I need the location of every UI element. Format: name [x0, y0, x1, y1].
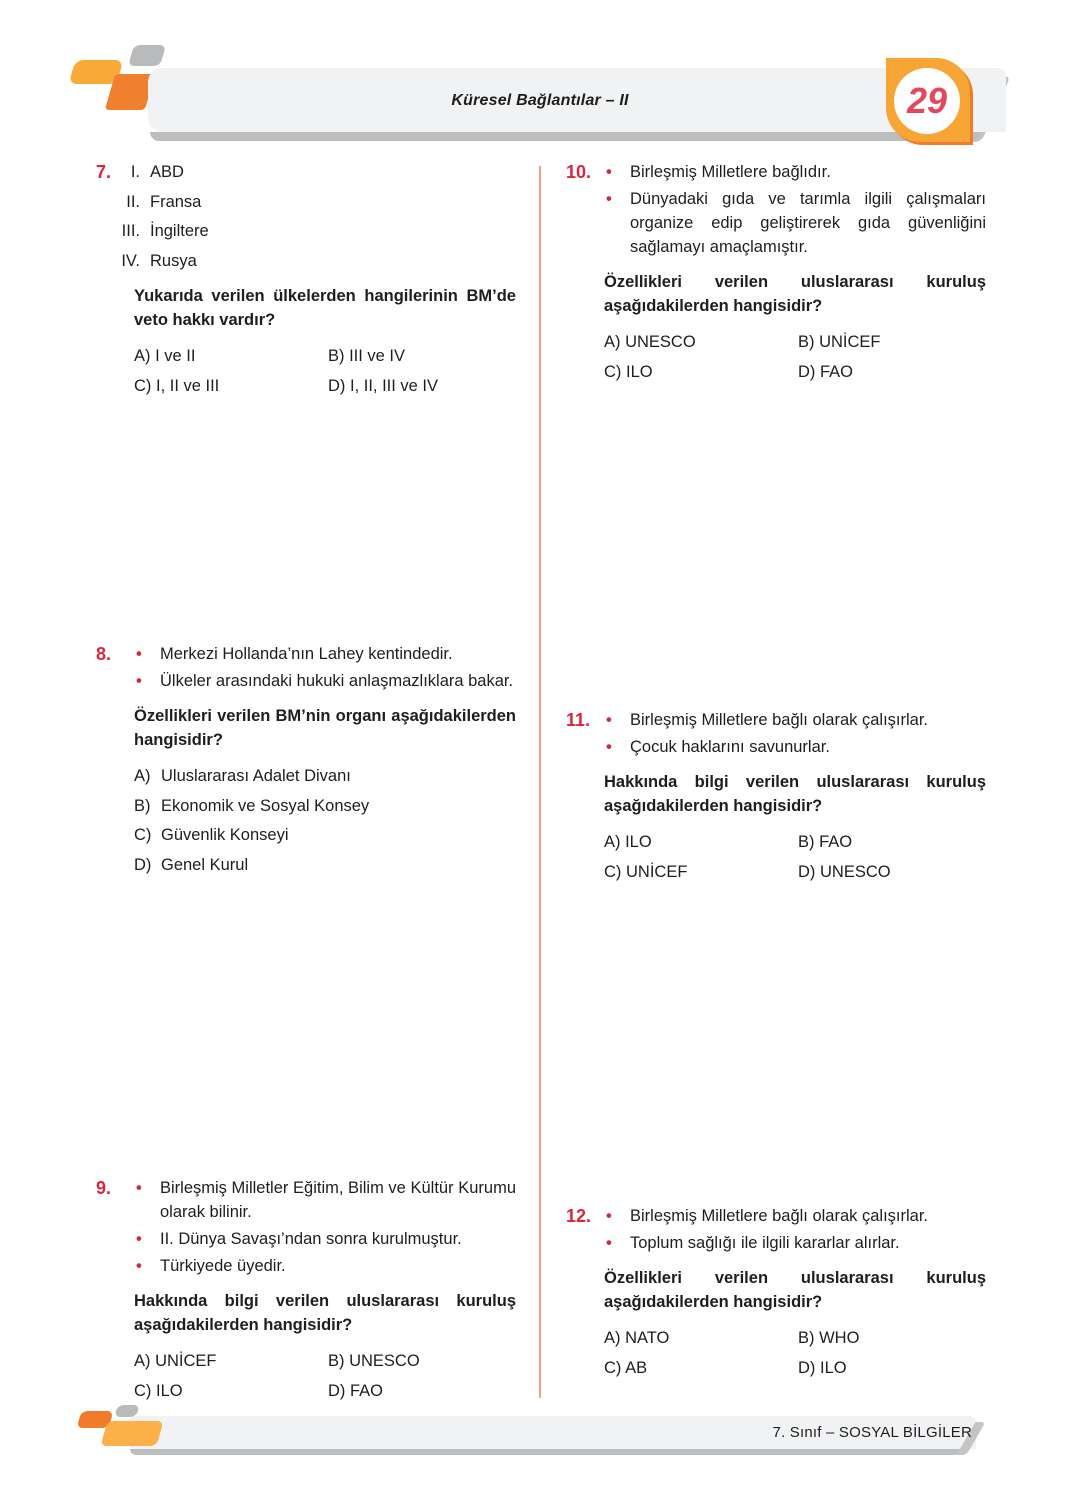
bullet-list [604, 708, 986, 759]
option-d[interactable]: D) FAO [798, 363, 854, 381]
bullet-item: • Türkiyede üyedir. [134, 1254, 516, 1278]
option-b[interactable]: B) FAO [798, 833, 853, 851]
page-number: 29 [894, 68, 960, 134]
roman-item-text: Rusya [150, 251, 197, 270]
bullet-item: • Birleşmiş Milletlere bağlı olarak çalışırlar. [604, 708, 986, 732]
roman-item [110, 219, 516, 249]
roman-numeral: IV. [121, 251, 140, 270]
option-a[interactable]: A) NATO [604, 1329, 670, 1347]
option-text: Ekonomik ve Sosyal Konsey [161, 796, 370, 815]
answer-options [604, 330, 986, 384]
option-d[interactable]: D) FAO [328, 1382, 384, 1400]
question-number: 7. [96, 162, 112, 182]
roman-item [110, 190, 516, 220]
option-d[interactable]: D) ILO [798, 1359, 847, 1377]
question-number: 8. [96, 644, 112, 664]
option-b[interactable]: B) WHO [798, 1329, 860, 1347]
option-text: Genel Kurul [161, 855, 249, 874]
logo-tile-gray-icon [128, 45, 166, 66]
question-number: 12. [566, 1206, 592, 1226]
column-divider [539, 166, 541, 1398]
question-number: 11. [566, 710, 591, 730]
bullet-item: • Birleşmiş Milletlere bağlıdır. [604, 160, 986, 184]
roman-item-text: Fransa [150, 192, 202, 211]
question-10 [566, 160, 986, 384]
bullet-item: • Merkezi Hollanda’nın Lahey kentindedir. [134, 642, 516, 666]
option-c[interactable] [134, 823, 516, 853]
option-letter: C) [134, 826, 152, 844]
answer-options [604, 830, 986, 884]
answer-options [604, 1326, 986, 1380]
roman-item [110, 160, 516, 190]
question-stem: Yukarıda verilen ülkelerden hangilerinin BM’de veto hakkı vardır? [134, 287, 516, 329]
footer-shadow [130, 1449, 960, 1455]
option-b[interactable]: B) UNESCO [328, 1352, 420, 1370]
question-11 [566, 708, 986, 884]
question-stem: Özellikleri verilen BM’nin organı aşağıdakilerden hangisidir? [134, 707, 516, 749]
question-stem: Hakkında bilgi verilen uluslararası kuruluş aşağıdakilerden hangisidir? [604, 773, 986, 815]
roman-numeral: II. [126, 192, 140, 211]
option-a[interactable]: A) I ve II [134, 347, 196, 365]
option-letter: D) [134, 855, 152, 874]
bullet-item: • Toplum sağlığı ile ilgili kararlar alırlar. [604, 1231, 986, 1255]
option-c[interactable]: C) AB [604, 1359, 648, 1377]
question-stem: Özellikleri verilen uluslararası kuruluş aşağıdakilerden hangisidir? [604, 273, 986, 315]
option-letter: B) [134, 796, 151, 815]
option-a[interactable]: A) UNİCEF [134, 1352, 217, 1370]
answer-options [134, 344, 516, 398]
question-7 [96, 160, 516, 398]
option-a[interactable] [134, 764, 516, 794]
option-b[interactable] [134, 794, 516, 824]
option-c[interactable]: C) I, II ve III [134, 377, 220, 395]
question-stem: Hakkında bilgi verilen uluslararası kuruluş aşağıdakilerden hangisidir? [134, 1292, 516, 1334]
question-stem: Özellikleri verilen uluslararası kuruluş aşağıdakilerden hangisidir? [604, 1269, 986, 1311]
roman-item-text: İngiltere [150, 222, 209, 240]
option-c[interactable]: C) ILO [134, 1382, 183, 1400]
option-a[interactable]: A) ILO [604, 833, 652, 851]
roman-numeral: III. [121, 222, 140, 240]
footer-text: 7. Sınıf – SOSYAL BİLGİLER [772, 1424, 972, 1441]
question-number: 10. [566, 162, 592, 182]
option-d[interactable]: D) I, II, III ve IV [328, 377, 439, 395]
option-text: Uluslararası Adalet Divanı [161, 767, 351, 785]
option-b[interactable]: B) UNİCEF [798, 333, 881, 351]
option-a[interactable]: A) UNESCO [604, 333, 696, 351]
bullet-item: • Birleşmiş Milletlere bağlı olarak çalışırlar. [604, 1204, 986, 1228]
bullet-list [134, 642, 516, 693]
roman-numeral: I. [130, 163, 140, 181]
bullet-list [604, 1204, 986, 1255]
bullet-item: • Ülkeler arasındaki hukuki anlaşmazlıklara bakar. [134, 669, 516, 693]
page-number-badge [886, 58, 970, 142]
bullet-list [134, 1176, 516, 1278]
question-12 [566, 1204, 986, 1380]
question-9 [96, 1176, 516, 1403]
page-title: Küresel Bağlantılar – II [451, 92, 629, 109]
footer-tile-yellow-icon [100, 1421, 163, 1446]
answer-options [134, 1349, 516, 1403]
option-b[interactable]: B) III ve IV [328, 347, 406, 365]
roman-list [110, 160, 516, 278]
bullet-item: • II. Dünya Savaşı’ndan sonra kurulmuştur. [134, 1227, 516, 1251]
answer-options [134, 764, 516, 882]
option-d[interactable] [134, 853, 516, 883]
roman-item [110, 249, 516, 279]
bullet-item: • Birleşmiş Milletler Eğitim, Bilim ve Kültür Kurumu olarak bilinir. [134, 1176, 516, 1224]
bullet-list [604, 160, 986, 259]
roman-item-text: ABD [150, 163, 184, 181]
option-text: Güvenlik Konseyi [161, 826, 289, 844]
option-d[interactable]: D) UNESCO [798, 863, 891, 881]
option-c[interactable]: C) ILO [604, 363, 653, 381]
bullet-item: • Çocuk haklarını savunurlar. [604, 735, 986, 759]
header-shadow [150, 132, 980, 141]
question-number: 9. [96, 1178, 112, 1198]
question-8 [96, 642, 516, 882]
option-c[interactable]: C) UNİCEF [604, 863, 688, 881]
bullet-item: • Dünyadaki gıda ve tarımla ilgili çalışmaları organize edip geliştirerek gıda güvenliğini sağlamayı amaçlamıştır. [604, 187, 986, 259]
option-letter: A) [134, 767, 151, 785]
